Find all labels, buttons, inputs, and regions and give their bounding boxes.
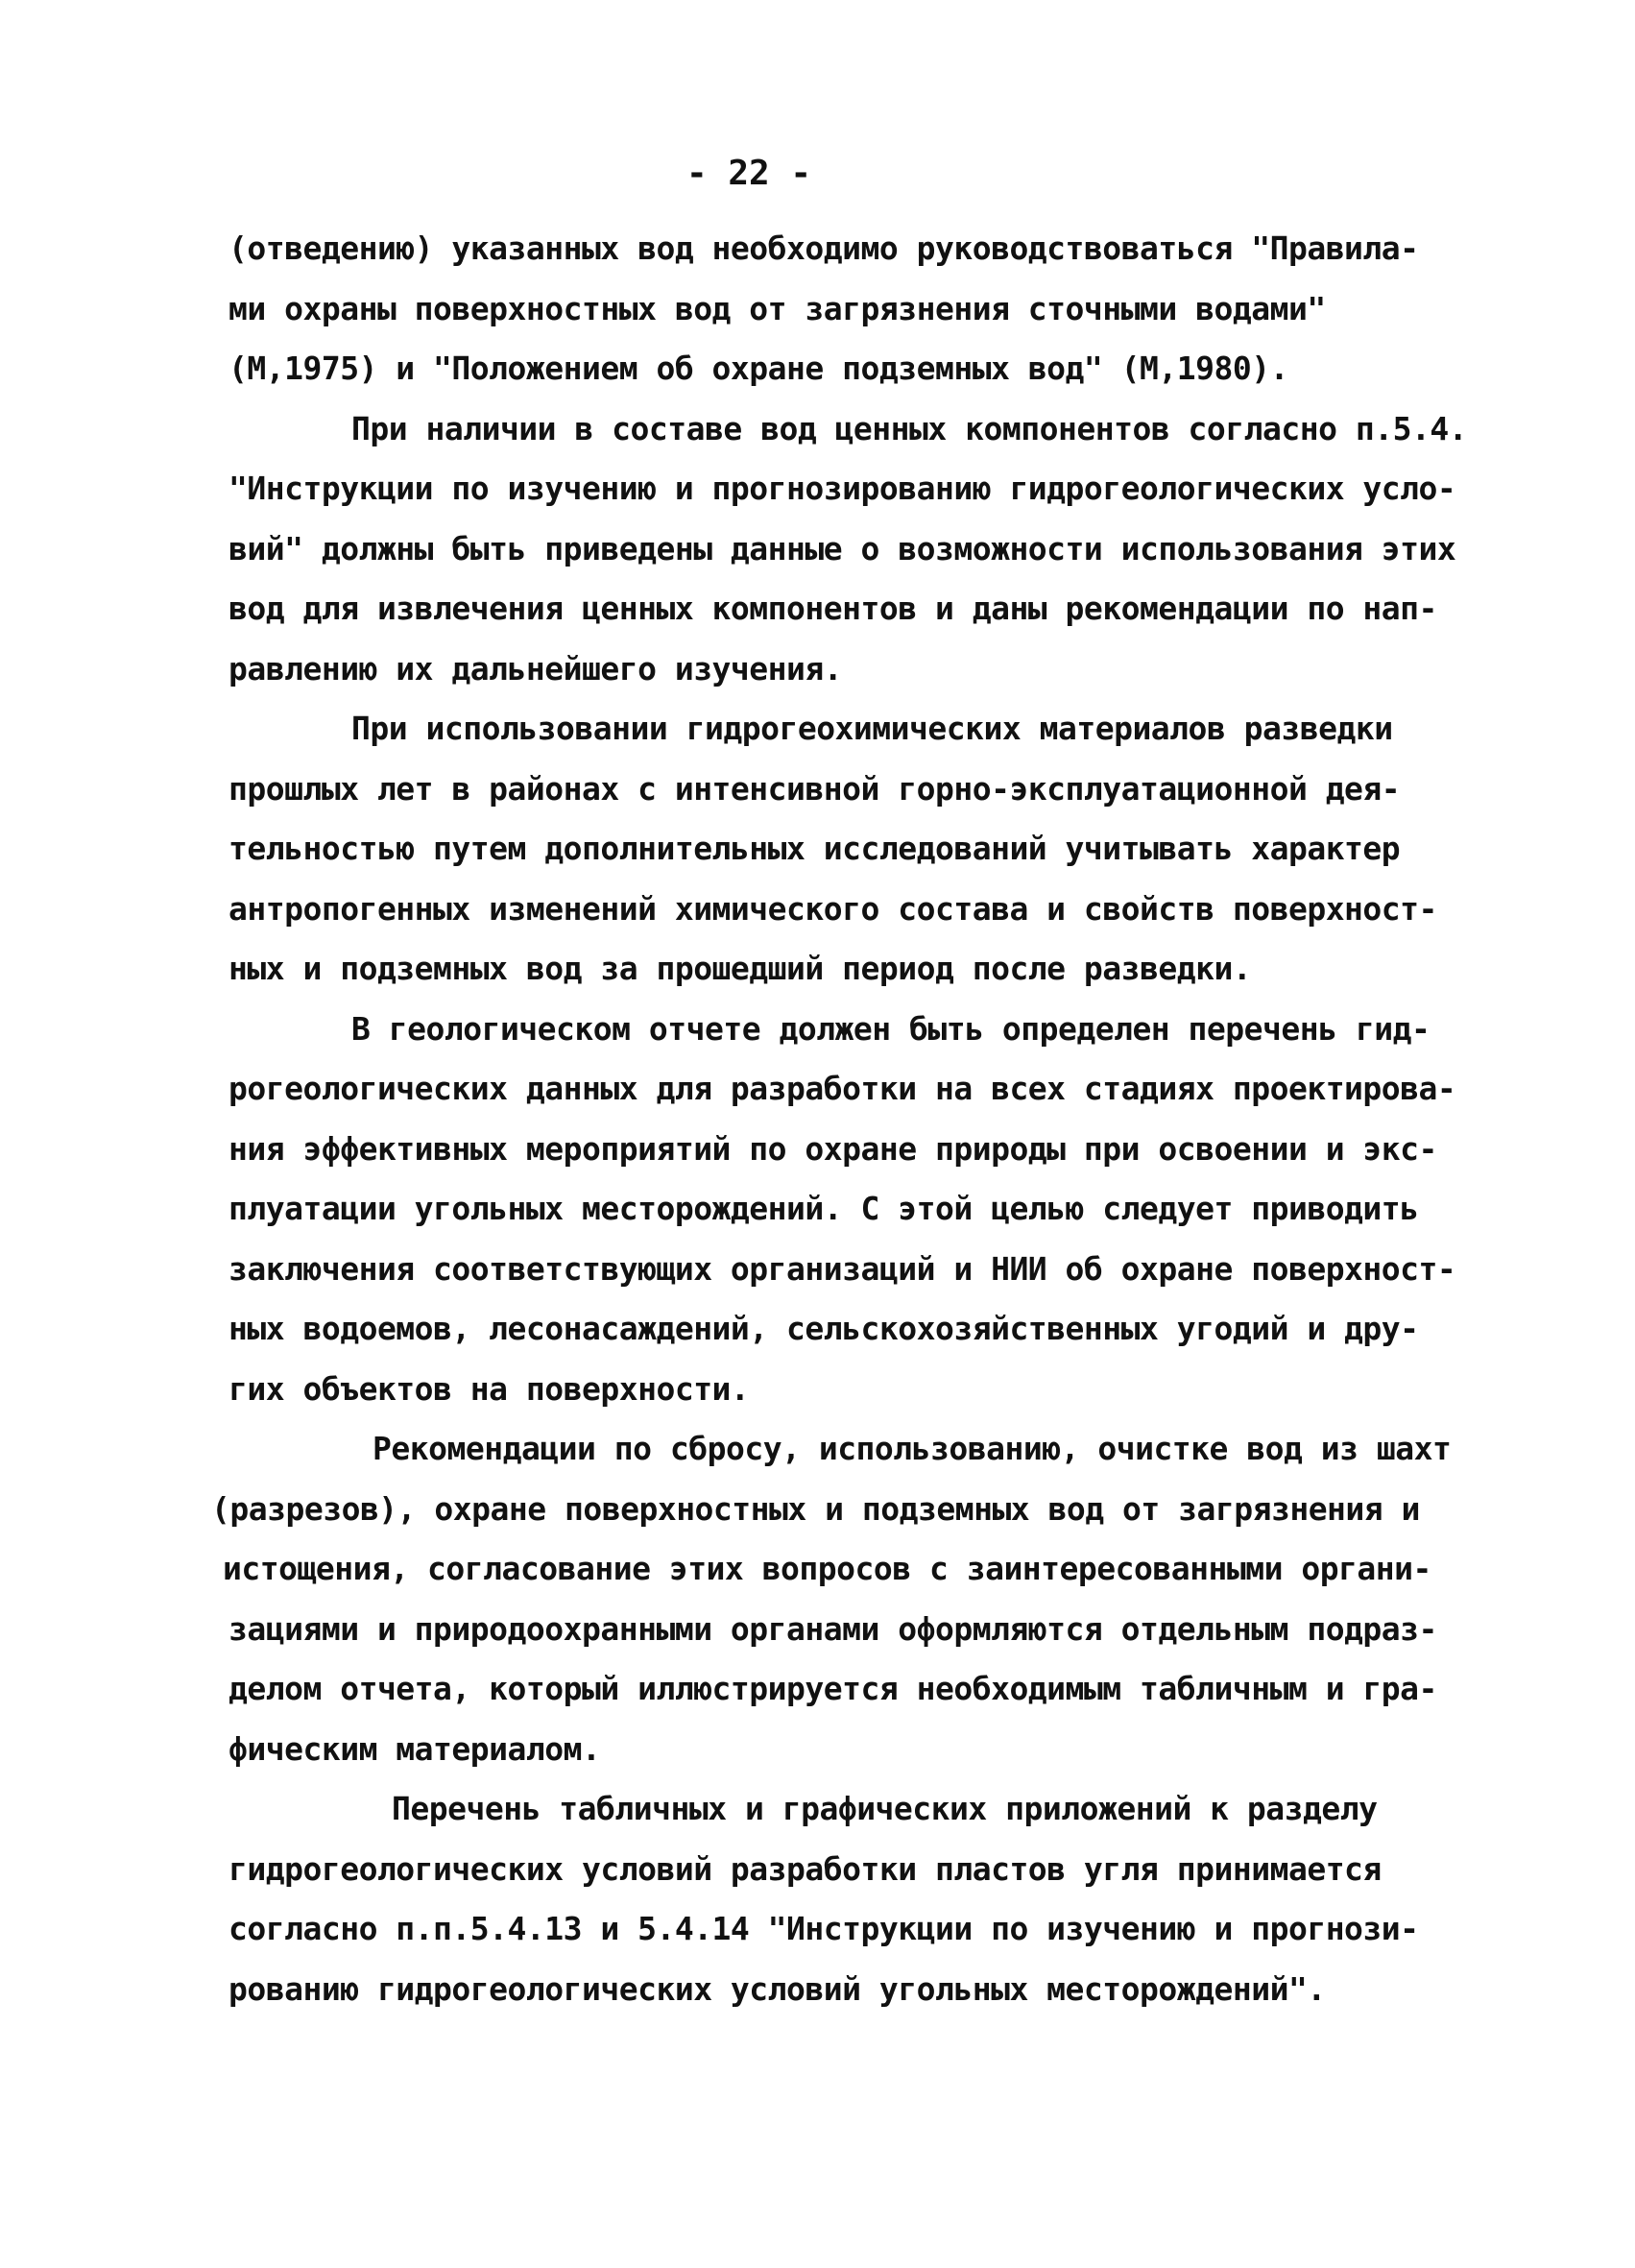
text-line: заключения соответствующих организаций и НИИ об охране поверхност- xyxy=(228,1249,1456,1288)
paragraph-1 xyxy=(228,219,1477,399)
text-line: истощения, согласование этих вопросов с заинтересованными органи- xyxy=(223,1550,1431,1587)
text-line: рогеологических данных для разработки на всех стадиях проектирова- xyxy=(228,1070,1456,1107)
paragraph-3 xyxy=(228,699,1477,1000)
text-line: Перечень табличных и графических приложений к разделу xyxy=(392,1790,1378,1827)
paragraph-2 xyxy=(228,399,1477,700)
text-line: плуатации угольных месторождений. С этой целью следует приводить xyxy=(228,1190,1419,1227)
text-line: В геологическом отчете должен быть определен перечень гид- xyxy=(351,1009,1431,1048)
text-line: гидрогеологических условий разработки пластов угля принимается xyxy=(228,1849,1382,1888)
paragraph-4 xyxy=(228,1000,1477,1420)
text-line: (М,1975) и "Положением об охране подземных вод" (М,1980). xyxy=(228,350,1288,387)
text-line: согласно п.п.5.4.13 и 5.4.14 "Инструкции по изучению и прогнози- xyxy=(228,1910,1419,1947)
text-line: При наличии в составе вод ценных компонентов согласно п.5.4. xyxy=(351,409,1468,447)
page-number: - 22 - xyxy=(685,154,812,193)
text-line: вий" должны быть приведены данные о возможности использования этих xyxy=(228,529,1456,567)
text-line: ных и подземных вод за прошедший период после разведки. xyxy=(228,950,1252,987)
paragraph-5 xyxy=(211,1419,1477,1779)
text-line: тельностью путем дополнительных исследований учитывать характер xyxy=(228,830,1401,867)
text-line: делом отчета, который иллюстрируется необходимым табличным и гра- xyxy=(228,1670,1437,1707)
text-line: ных водоемов, лесонасаждений, сельскохозяйственных угодий и дру- xyxy=(228,1310,1419,1347)
text-line: Рекомендации по сбросу, использованию, очистке вод из шахт xyxy=(373,1430,1452,1467)
text-line: гих объектов на поверхности. xyxy=(228,1369,750,1408)
text-line: При использовании гидрогеохимических материалов разведки xyxy=(351,710,1393,747)
paragraph-6 xyxy=(228,1779,1477,2019)
text-line: фическим материалом. xyxy=(228,1729,601,1768)
text-line: рованию гидрогеологических условий угольных месторождений". xyxy=(228,1969,1326,2008)
text-line: (разрезов), охране поверхностных и подземных вод от загрязнения и xyxy=(211,1489,1420,1528)
text-line: "Инструкции по изучению и прогнозированию гидрогеологических усло- xyxy=(228,470,1456,507)
text-line: ми охраны поверхностных вод от загрязнения сточными водами" xyxy=(228,289,1326,327)
text-line: равлению их дальнейшего изучения. xyxy=(228,649,843,688)
text-line: антропогенных изменений химического состава и свойств поверхност- xyxy=(228,889,1437,928)
text-line: зациями и природоохранными органами оформляются отдельным подраз- xyxy=(228,1609,1437,1648)
document-body xyxy=(211,219,1477,2019)
text-line: ния эффективных мероприятий по охране природы при освоении и экс- xyxy=(228,1129,1437,1168)
text-line: вод для извлечения ценных компонентов и даны рекомендации по нап- xyxy=(228,590,1437,627)
text-line: прошлых лет в районах с интенсивной горно-эксплуатационной дея- xyxy=(228,769,1401,808)
text-line: (отведению) указанных вод необходимо руководствоваться "Правила- xyxy=(228,229,1419,267)
